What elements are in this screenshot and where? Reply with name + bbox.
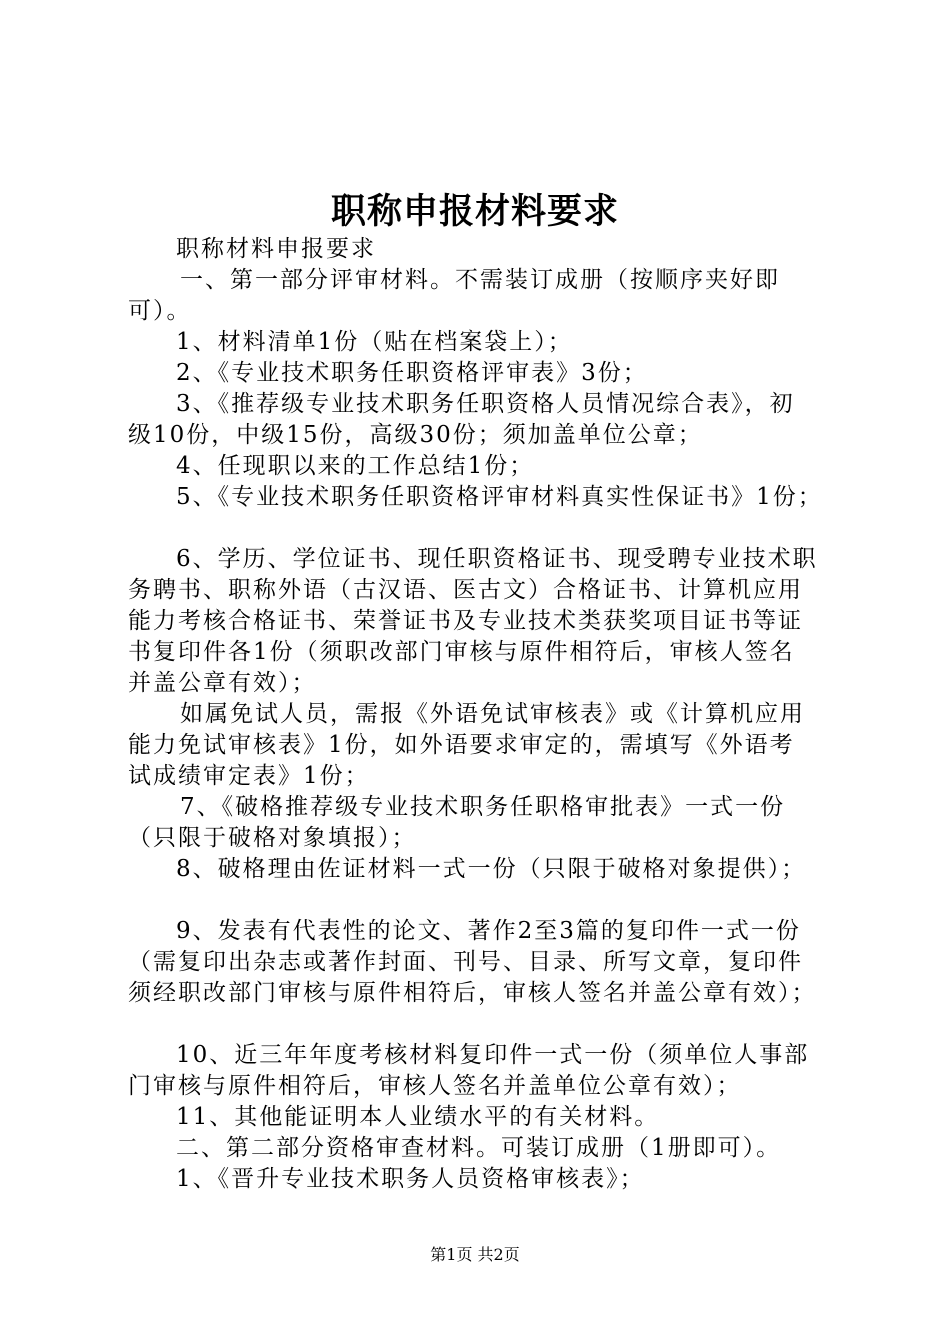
text-line: （只限于破格对象填报）； (128, 825, 417, 851)
text-line: 2、《专业技术职务任职资格评审表》3份； (176, 360, 648, 386)
document-body (128, 234, 838, 1195)
text-line: 职称材料申报要求 (176, 236, 376, 262)
text-line: 须经职改部门审核与原件相符后，审核人签名并盖公章有效）； (128, 980, 817, 1006)
text-line: 务聘书、职称外语（古汉语、医古文）合格证书、计算机应用 (128, 577, 803, 603)
text-line: 如属免试人员，需报《外语免试审核表》或《计算机应用 (180, 701, 805, 727)
text-line: 8、破格理由佐证材料一式一份（只限于破格对象提供）； (176, 856, 807, 882)
text-line: 7、《破格推荐级专业技术职务任职格审批表》一式一份 (180, 794, 786, 820)
text-line: 10、近三年年度考核材料复印件一式一份（须单位人事部 (176, 1042, 810, 1068)
text-line: （需复印出杂志或著作封面、刊号、目录、所写文章，复印件 (128, 949, 803, 975)
text-line: 一、第一部分评审材料。不需装订成册（按顺序夹好即 (180, 267, 780, 293)
text-line: 试成绩审定表》1份； (128, 763, 370, 789)
text-line: 门审核与原件相符后，审核人签名并盖单位公章有效）； (128, 1073, 742, 1099)
text-line: 能力免试审核表》1份，如外语要求审定的，需填写《外语考 (128, 732, 795, 758)
blank-line (128, 885, 838, 916)
blank-line (128, 513, 838, 544)
text-line: 6、学历、学位证书、现任职资格证书、现受聘专业技术职 (176, 546, 818, 572)
text-line: 二、第二部分资格审查材料。可装订成册（1册即可）。 (176, 1135, 782, 1161)
text-line: 能力考核合格证书、荣誉证书及专业技术类获奖项目证书等证 (128, 608, 803, 634)
blank-line (128, 1009, 838, 1040)
text-line: 3、《推荐级专业技术职务任职资格人员情况综合表》，初 (176, 391, 795, 417)
text-line: 书复印件各1份（须职改部门审核与原件相符后，审核人签名 (128, 639, 795, 665)
text-line: 1、材料清单1份（贴在档案袋上）； (176, 329, 573, 355)
document-title: 职称申报材料要求 (330, 191, 619, 232)
page-footer: 第1页 共2页 (430, 1245, 520, 1264)
text-line: 级10份，中级15份，高级30份；须加盖单位公章； (128, 422, 703, 448)
text-line: 1、《晋升专业技术职务人员资格审核表》； (176, 1166, 645, 1192)
text-line: 5、《专业技术职务任职资格评审材料真实性保证书》1份； (176, 484, 823, 510)
text-line: 并盖公章有效）； (128, 670, 317, 696)
text-line: 4、任现职以来的工作总结1份； (176, 453, 535, 479)
text-line: 11、其他能证明本人业绩水平的有关材料。 (176, 1104, 660, 1130)
text-line: 可）。 (128, 298, 192, 324)
text-line: 9、发表有代表性的论文、著作2至3篇的复印件一式一份 (176, 918, 801, 944)
